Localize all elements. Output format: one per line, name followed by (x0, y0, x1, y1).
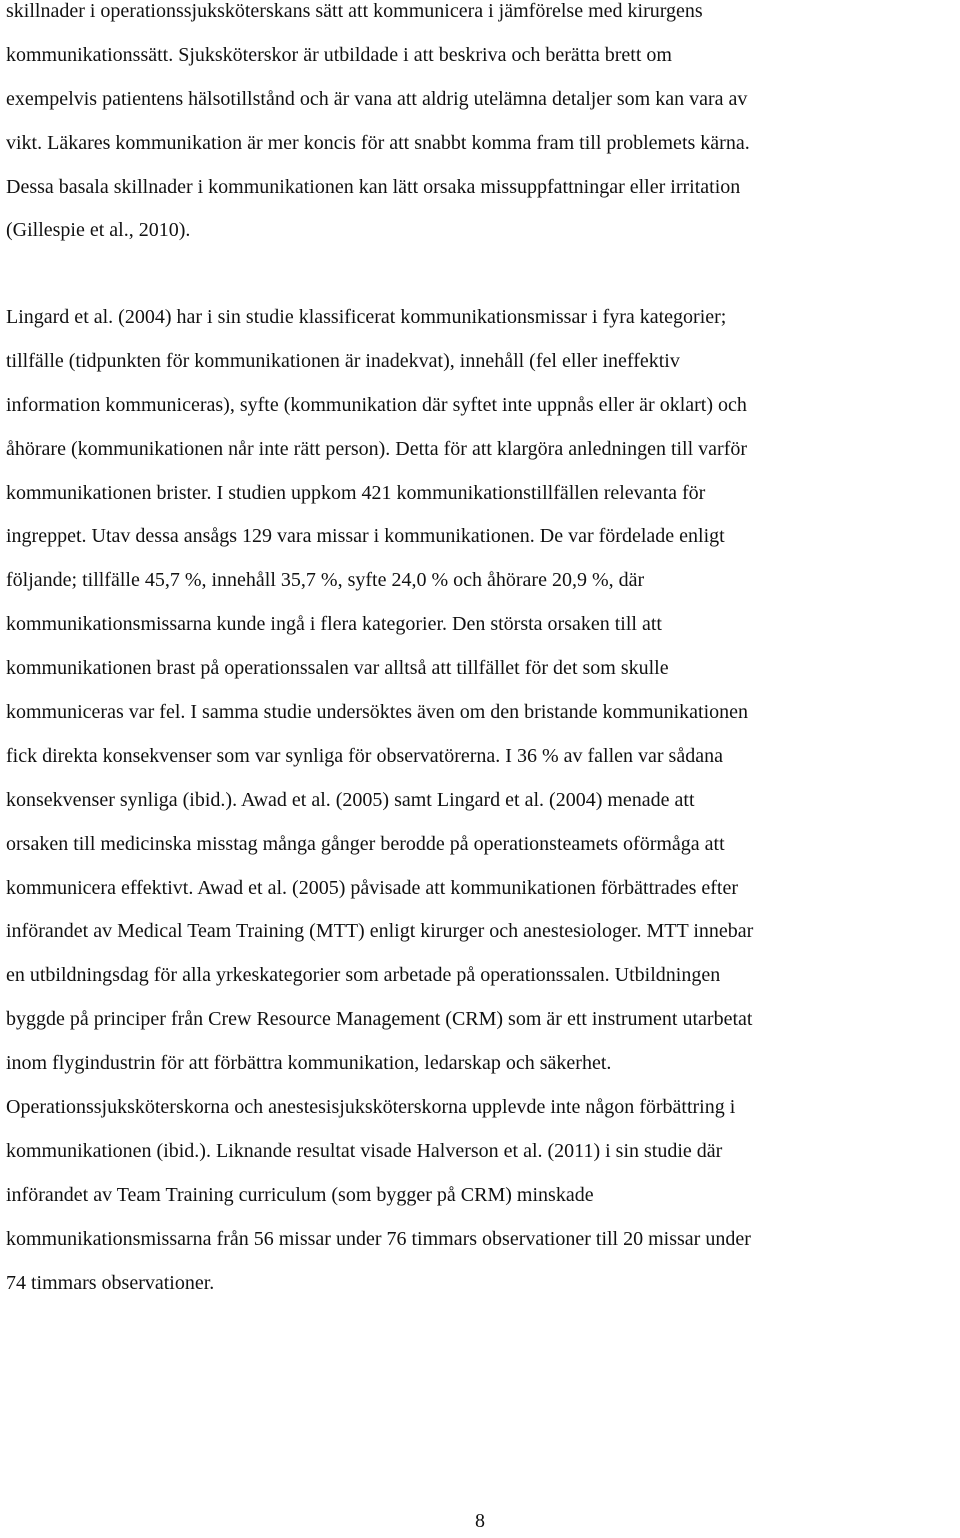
text-line: införandet av Team Training curriculum (som bygger på CRM) minskade (6, 1183, 594, 1206)
text-line: Lingard et al. (2004) har i sin studie klassificerat kommunikationsmissar i fyra kategorier; (6, 306, 727, 328)
text-line: följande; tillfälle 45,7 %, innehåll 35,7 %, syfte 24,0 % och åhörare 20,9 %, där (6, 569, 645, 592)
text-line: exempelvis patientens hälsotillstånd och är vana att aldrig utelämna detaljer som kan vara av (6, 87, 748, 110)
text-line: kommunikationen brast på operationssalen var alltså att tillfället för det som skulle (6, 657, 669, 680)
text-line: byggde på principer från Crew Resource Management (CRM) som är ett instrument utarbetat (6, 1008, 753, 1031)
text-line: införandet av Medical Team Training (MTT) enligt kirurger och anestesiologer. MTT innebar (6, 920, 754, 943)
text-line: kommunikationsmissarna från 56 missar under 76 timmars observationer till 20 missar under (6, 1227, 751, 1250)
text-line: kommunikationssätt. Sjuksköterskor är utbildade i att beskriva och berätta brett om (6, 43, 672, 66)
page-number: 8 (475, 1510, 485, 1532)
text-line: kommunicera effektivt. Awad et al. (2005) påvisade att kommunikationen förbättrades efter (6, 876, 738, 899)
text-line: ingreppet. Utav dessa ansågs 129 vara missar i kommunikationen. De var fördelade enligt (6, 525, 725, 548)
text-line: fick direkta konsekvenser som var synliga för observatörerna. I 36 % av fallen var sådana (6, 744, 723, 767)
text-line: kommuniceras var fel. I samma studie undersöktes även om den bristande kommunikationen (6, 701, 749, 724)
text-line: kommunikationsmissarna kunde ingå i flera kategorier. Den största orsaken till att (6, 613, 662, 636)
text-line: kommunikationen brister. I studien uppkom 421 kommunikationstillfällen relevanta för (6, 481, 706, 504)
text-line: 74 timmars observationer. (6, 1271, 215, 1294)
text-line: vikt. Läkares kommunikation är mer koncis för att snabbt komma fram till problemets kärna. (6, 131, 750, 154)
paragraph-1 (6, 0, 750, 253)
text-line: konsekvenser synliga (ibid.). Awad et al. (2005) samt Lingard et al. (2004) menade att (6, 788, 695, 811)
text-line: skillnader i operationssjuksköterskans sätt att kommunicera i jämförelse med kirurgens (6, 0, 703, 22)
text-line: kommunikationen (ibid.). Liknande resultat visade Halverson et al. (2011) i sin studie där (6, 1139, 723, 1162)
text-line: orsaken till medicinska misstag många gånger berodde på operationsteamets oförmåga att (6, 832, 725, 855)
text-line: Dessa basala skillnader i kommunikationen kan lätt orsaka missuppfattningar eller irritation (6, 175, 741, 198)
text-line: Operationssjuksköterskorna och anestesisjuksköterskorna upplevde inte någon förbättring i (6, 1096, 736, 1119)
paragraph-2 (6, 296, 753, 1305)
text-line: tillfälle (tidpunkten för kommunikationen är inadekvat), innehåll (fel eller ineffektiv (6, 349, 680, 372)
text-line: en utbildningsdag för alla yrkeskategorier som arbetade på operationssalen. Utbildningen (6, 964, 721, 987)
text-line: information kommuniceras), syfte (kommunikation där syftet inte uppnås eller är oklart) och (6, 393, 747, 416)
text-line: åhörare (kommunikationen når inte rätt person). Detta för att klargöra anledningen till varför (6, 437, 748, 460)
text-line: inom flygindustrin för att förbättra kommunikation, ledarskap och säkerhet. (6, 1052, 612, 1075)
text-line: (Gillespie et al., 2010). (6, 219, 191, 242)
